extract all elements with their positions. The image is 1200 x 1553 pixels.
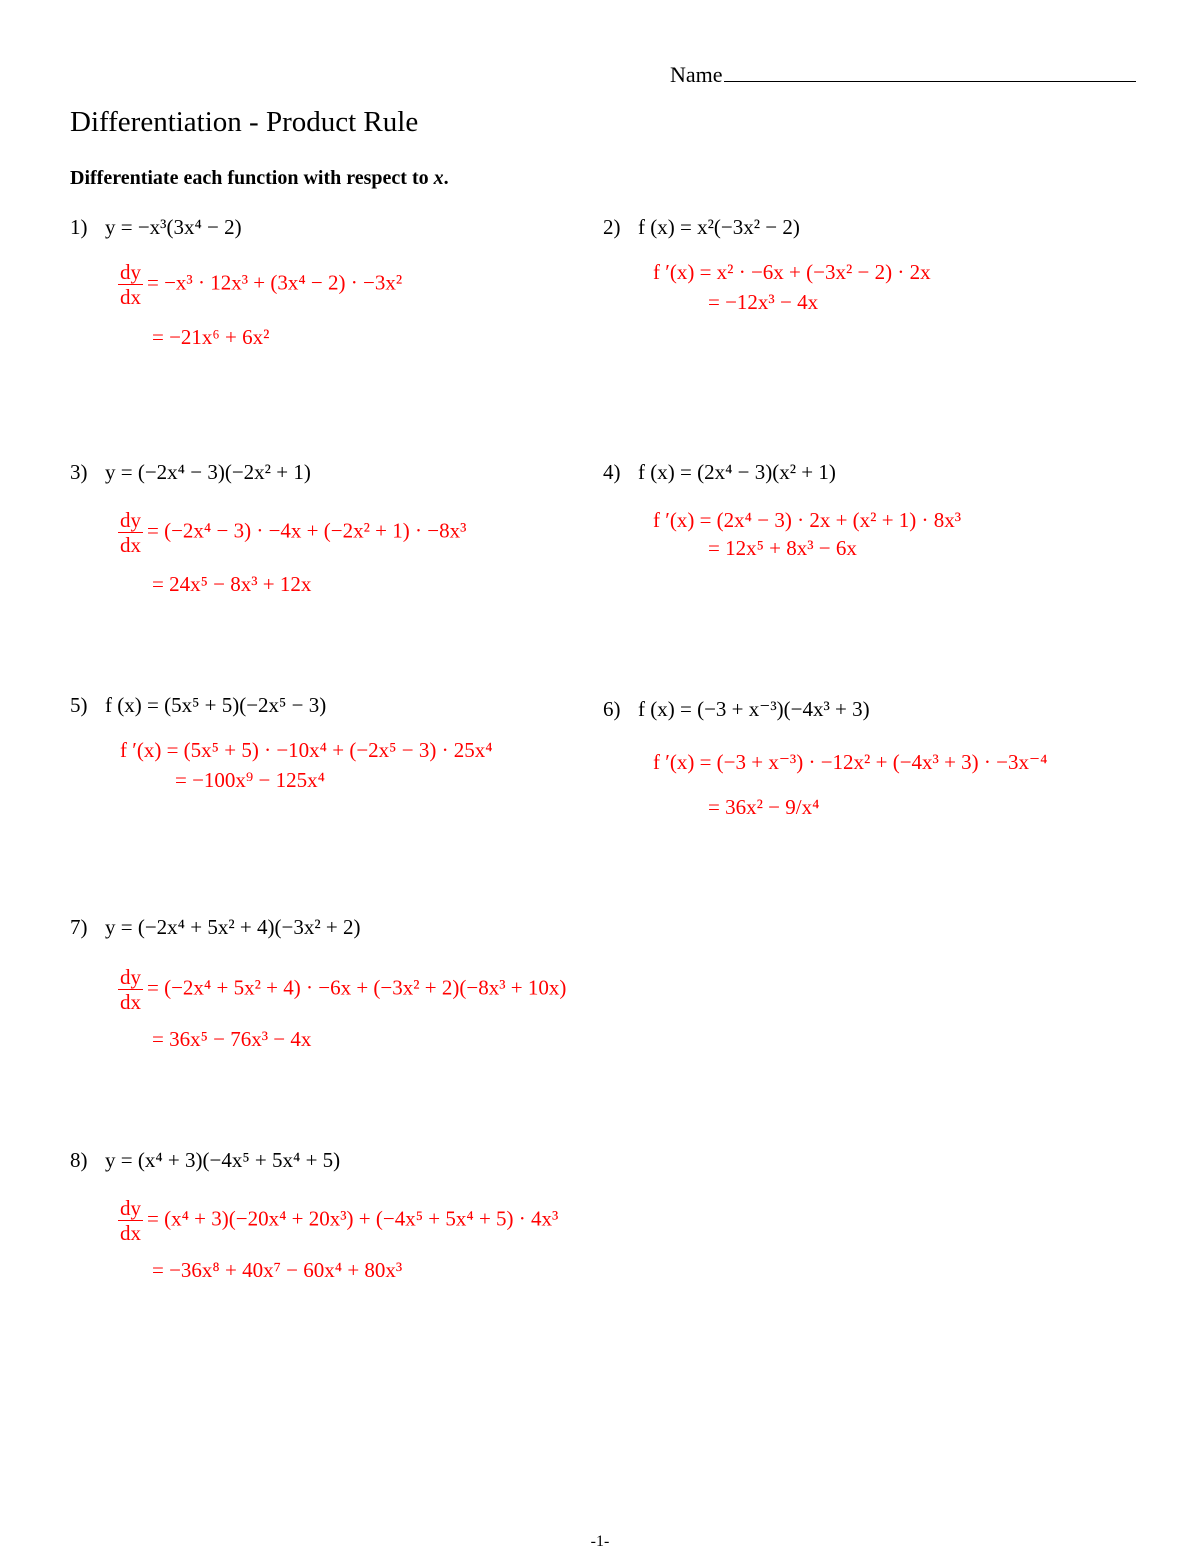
problem-6-step (653, 750, 1047, 775)
derivative-label: $\frac{dy}{dx}$ (120, 260, 141, 309)
answer-step: = x² · −6x + (−3x² − 2) · 2x (699, 260, 931, 284)
problem-4-step (653, 508, 961, 533)
problem-question: f (x) = (5x⁵ + 5)(−2x⁵ − 3) (105, 693, 327, 717)
instructions-var: x (433, 167, 444, 189)
derivative-label: f ′(x) (120, 738, 162, 762)
problem-question: f (x) = (2x⁴ − 3)(x² + 1) (638, 460, 836, 484)
problem-3-result: = 24x⁵ − 8x³ + 12x (152, 572, 312, 596)
answer-step: = (−3 + x⁻³) · −12x² + (−4x³ + 3) · −3x⁻⁴ (699, 750, 1048, 774)
problem-8-result: = −36x⁸ + 40x⁷ − 60x⁴ + 80x³ (152, 1258, 403, 1282)
problem-7 (70, 915, 360, 940)
problem-question: f (x) = x²(−3x² − 2) (638, 215, 800, 239)
problem-2 (603, 215, 800, 240)
problem-number: 6) (603, 697, 621, 721)
problem-1-step (118, 260, 402, 309)
problem-5-step (120, 738, 493, 763)
answer-step: = (5x⁵ + 5) · −10x⁴ + (−2x⁵ − 3) · 25x⁴ (166, 738, 493, 762)
problem-5-result: = −100x⁹ − 125x⁴ (175, 768, 325, 792)
answer-step: = (−2x⁴ − 3) · −4x + (−2x² + 1) · −8x³ (147, 518, 467, 543)
answer-step: = (2x⁴ − 3) · 2x + (x² + 1) · 8x³ (699, 508, 962, 532)
name-blank-line (724, 65, 1136, 82)
instructions (70, 167, 449, 190)
answer-step: = (x⁴ + 3)(−20x⁴ + 20x³) + (−4x⁵ + 5x⁴ + 5) · 4x³ (147, 1206, 559, 1231)
name-label: Name (670, 62, 723, 87)
problem-3 (70, 460, 311, 485)
problem-question: y = (x⁴ + 3)(−4x⁵ + 5x⁴ + 5) (105, 1148, 341, 1172)
worksheet-title: Differentiation - Product Rule (70, 106, 419, 138)
derivative-label: f ′(x) (653, 260, 695, 284)
problem-number: 1) (70, 215, 88, 239)
instructions-text: Differentiate each function with respect to (70, 167, 429, 189)
problem-question: y = −x³(3x⁴ − 2) (105, 215, 242, 239)
name-field[interactable] (670, 62, 1136, 88)
derivative-label: $\frac{dy}{dx}$ (120, 965, 141, 1014)
problem-number: 2) (603, 215, 621, 239)
problem-8-step (118, 1196, 558, 1245)
problem-6-result: = 36x² − 9/x⁴ (708, 795, 820, 819)
problem-7-step (118, 965, 566, 1014)
derivative-label: f ′(x) (653, 750, 695, 774)
problem-8 (70, 1148, 340, 1173)
problem-question: f (x) = (−3 + x⁻³)(−4x³ + 3) (638, 697, 870, 721)
derivative-label: $\frac{dy}{dx}$ (120, 508, 141, 557)
problem-4-result: = 12x⁵ + 8x³ − 6x (708, 536, 857, 560)
problem-2-step (653, 260, 931, 285)
problem-number: 4) (603, 460, 621, 484)
problem-number: 3) (70, 460, 88, 484)
problem-4 (603, 460, 836, 485)
answer-step: = −x³ · 12x³ + (3x⁴ − 2) · −3x² (147, 270, 403, 295)
problem-5 (70, 693, 326, 718)
problem-7-result: = 36x⁵ − 76x³ − 4x (152, 1027, 312, 1051)
problem-number: 7) (70, 915, 88, 939)
problem-question: y = (−2x⁴ − 3)(−2x² + 1) (105, 460, 311, 484)
problem-2-result: = −12x³ − 4x (708, 290, 819, 314)
problem-question: y = (−2x⁴ + 5x² + 4)(−3x² + 2) (105, 915, 361, 939)
instructions-end: . (443, 167, 449, 189)
problem-3-step (118, 508, 466, 557)
derivative-label: f ′(x) (653, 508, 695, 532)
problem-1-result: = −21x⁶ + 6x² (152, 325, 270, 349)
problem-number: 8) (70, 1148, 88, 1172)
page-number: -1- (590, 1533, 610, 1550)
problem-1 (70, 215, 242, 240)
derivative-label: $\frac{dy}{dx}$ (120, 1196, 141, 1245)
answer-step: = (−2x⁴ + 5x² + 4) · −6x + (−3x² + 2)(−8x³ + 10x) (147, 975, 567, 1000)
problem-6 (603, 697, 870, 722)
problem-number: 5) (70, 693, 88, 717)
